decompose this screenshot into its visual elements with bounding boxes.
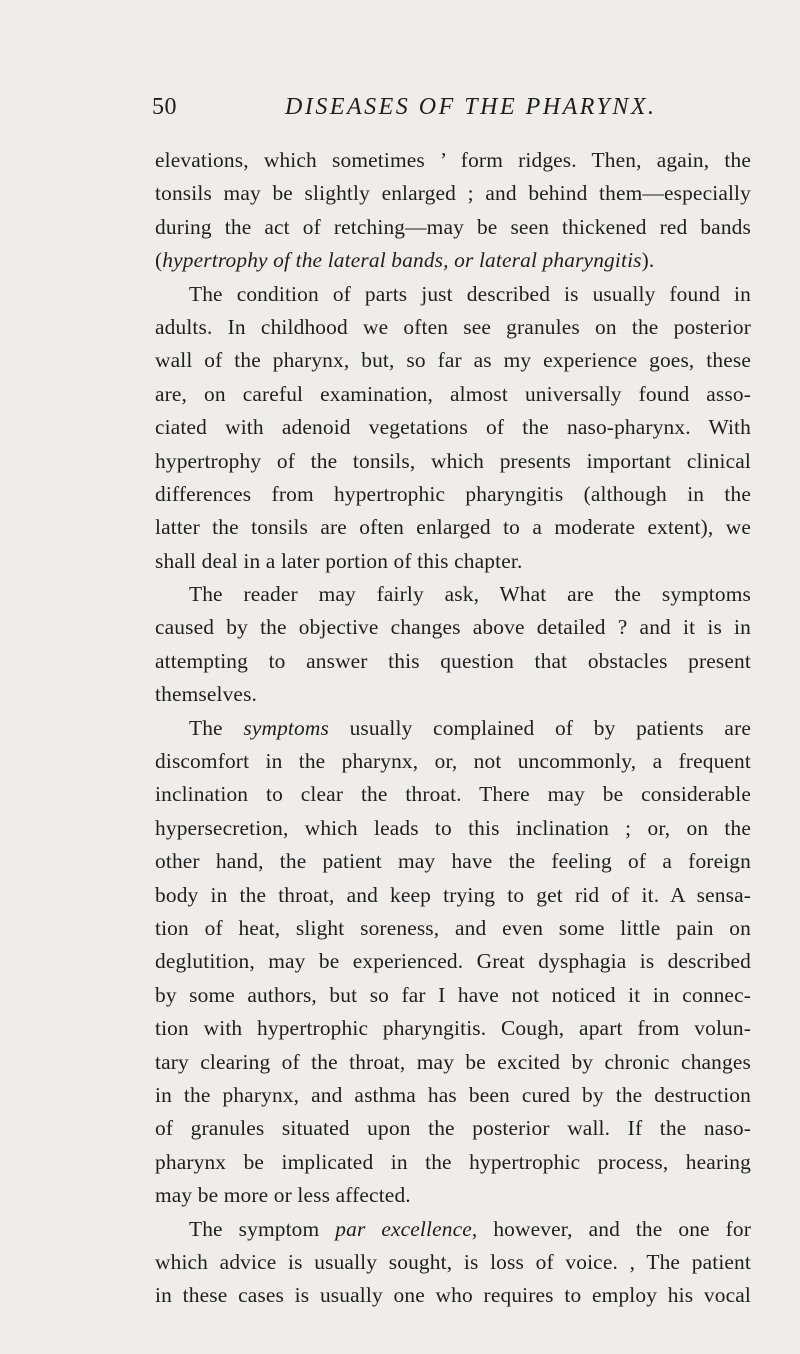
text-line: The condition of parts just described is usually found in [189,281,751,306]
text-line [155,244,751,277]
text-line: other hand, the patient may have the feeling of a foreign [155,849,751,874]
text-segment: ( [155,248,163,273]
text-segment: ). [641,248,655,273]
text-line: which advice is usually sought, is loss of voice. , The patient [155,1249,751,1274]
text-line: caused by the objective changes above detailed ? and it is in [155,615,751,640]
italic-segment: hypertrophy of the lateral bands, or lateral pharyngitis [162,248,642,273]
text-line: attempting to answer this question that obstacles present [155,648,751,673]
text-line: elevations, which sometimes ’ form ridges. Then, again, the [155,148,751,172]
body-text [155,144,751,1313]
text-line: latter the tonsils are often enlarged to a moderate extent), we [155,515,751,540]
text-line: in these cases is usually one who requires to employ his vocal [155,1283,751,1308]
page-header [152,94,752,134]
text-line: may be more or less affected. [155,1183,411,1208]
text-segment: The [189,715,244,740]
text-line: differences from hypertrophic pharyngitis (although in the [155,481,751,506]
text-line [155,1213,751,1246]
text-line: discomfort in the pharynx, or, not uncommonly, a frequent [155,749,751,774]
text-line: adults. In childhood we often see granules on the posterior [155,314,751,339]
text-line: tion with hypertrophic pharyngitis. Cough, apart from volun- [155,1016,751,1041]
page-number: 50 [152,94,177,120]
italic-segment: par excellence [335,1216,472,1241]
text-line: tary clearing of the throat, may be excited by chronic changes [155,1049,751,1074]
text-line: The reader may fairly ask, What are the symptoms [189,582,751,607]
text-line: wall of the pharynx, but, so far as my experience goes, these [155,348,751,373]
text-line: tion of heat, slight soreness, and even some little pain on [155,915,751,940]
text-line: are, on careful examination, almost universally found asso- [155,381,751,406]
text-line: in the pharynx, and asthma has been cured by the destruction [155,1082,751,1107]
text-line: deglutition, may be experienced. Great dysphagia is described [155,949,751,974]
text-line: body in the throat, and keep trying to get rid of it. A sensa- [155,882,751,907]
text-line: hypersecretion, which leads to this inclination ; or, on the [155,815,751,840]
text-segment: , however, and the one for [471,1216,751,1241]
text-line [155,712,751,745]
text-line: inclination to clear the throat. There may be considerable [155,782,751,807]
running-title: DISEASES OF THE PHARYNX. [285,94,657,120]
text-line: shall deal in a later portion of this chapter. [155,548,523,573]
text-line: pharynx be implicated in the hypertrophic process, hearing [155,1149,751,1174]
text-line: themselves. [155,682,258,707]
text-line: of granules situated upon the posterior wall. If the naso- [155,1116,751,1141]
text-line: during the act of retching—may be seen thickened red bands [155,214,751,239]
text-segment: The symptom [189,1216,336,1241]
text-line: ciated with adenoid vegetations of the naso-pharynx. With [155,415,751,440]
text-line: hypertrophy of the tonsils, which presents important clinical [155,448,751,473]
text-segment: usually complained of by patients are [328,715,751,740]
italic-segment: symptoms [243,715,329,740]
text-line: by some authors, but so far I have not noticed it in connec- [155,982,751,1007]
text-line: tonsils may be slightly enlarged ; and behind them—especially [155,181,751,206]
